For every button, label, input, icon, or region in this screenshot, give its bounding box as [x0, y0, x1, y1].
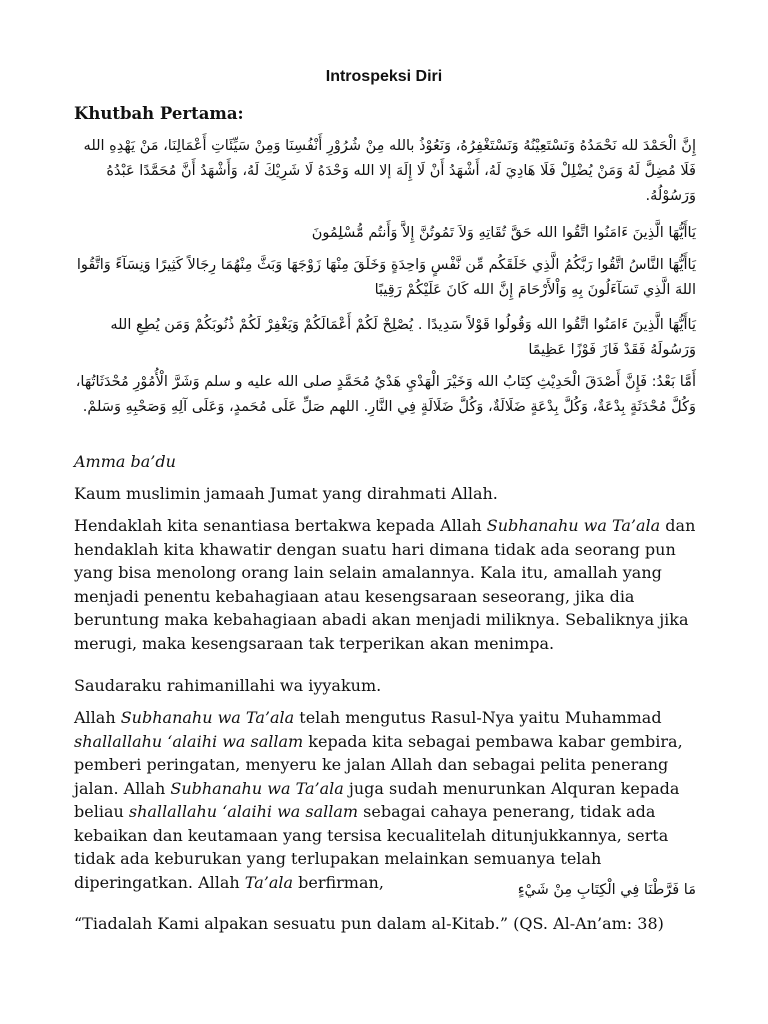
document-title: Introspeksi Diri: [325, 68, 443, 85]
paragraph-italic: Ta’ala: [244, 872, 294, 892]
paragraph-italic: Subhanahu wa Ta’ala: [120, 708, 295, 727]
arabic-amma-badu: أَمَّا بَعْدُ: فَإِنَّ أَصْدَقَ الْحَدِيْثِ كِتَابُ الله وَخَيْرَ الْهَدْيِ هَدْيُ مُحَمَّدٍ صلى الله عليه و سلم وَشَرَّ الْأُمُوْرِ مُحْدَثَاتُهَا، وَكُلَّ مُحْدَثَةٍ بِدْعَةٌ، وَكُلَّ بِدْعَةٍ ضَلَالَةٌ، وَكُلَّ ضَلَالَةٍ فِي النَّارِ. اللهم صَلِّ عَلَى مُحَمدٍ، وَعَلَى آلِهِ وَصَحْبِهِ وَسَلمْ.: [75, 374, 696, 415]
paragraph-taqwa: [74, 514, 696, 655]
greeting-paragraph: Kaum muslimin jamaah Jumat yang dirahmati Allah.: [74, 484, 498, 503]
paragraph-rasul: [74, 706, 696, 894]
paragraph-text: kepada kita sebagai pembawa kabar gembira, pemberi peringatan, menyeru ke jalan Allah dan sebagai pelita penerang jalan. Allah: [74, 731, 683, 798]
paragraph-text: sebagai cahaya penerang, tidak ada kebaikan dan keutamaan yang tersisa kecualitelah ditunjukkannya, serta tidak ada keburukan yang terlupakan melainkan semuanya telah diperingatkan. Allah: [74, 802, 669, 892]
paragraph-italic: shallallahu ‘alaihi wa sallam: [128, 802, 359, 821]
quote-translation: “Tiadalah Kami alpakan sesuatu pun dalam al-Kitab.” (QS. Al-An’am: 38): [74, 914, 664, 933]
amma-badu-latin: Amma ba’du: [74, 452, 176, 471]
paragraph-text: Hendaklah kita senantiasa bertakwa kepada Allah: [74, 516, 487, 535]
arabic-ayah-al-ahzab: يَاأَيُّهَا الَّذِينَ ءَامَنُوا اتَّقُوا الله وَقُولُوا قَوْلاً سَدِيدًا . يُصْلِحْ لَكُمْ أَعْمَالَكُمْ وَيَغْفِرْ لَكُمْ ذُنُوبَكُمْ وَمَن يُطِعِ الله وَرَسُولَهُ فَقَدْ فَازَ فَوْزًا عَظِيمًا: [110, 317, 696, 358]
paragraph-italic: Subhanahu wa Ta’ala: [170, 778, 344, 798]
arabic-ayah-an-nisa: يَاأَيُّهَا النَّاسُ اتَّقُوا رَبَّكُمُ الَّذِي خَلَقَكُم مِّن نَّفْسٍ وَاحِدَةٍ وَخَلَقَ مِنْهَا زَوْجَهَا وَبَثَّ مِنْهُمَا رِجَالاً كَثِيرًا وَنِسَآءً وَاتَّقُوا اللهَ الَّذِي تَسَآءَلُونَ بِهِ وَاْلأَرْحَامَ إِنَّ الله كَانَ عَلَيْكُمْ رَقِيبًا: [76, 257, 696, 298]
paragraph-text: dan hendaklah kita khawatir dengan suatu hari dimana tidak ada seorang pun yang bisa menolong orang lain selain amalannya. Kala itu, amallah yang menjadi penentu kebahagiaan atau kesengsaraan seseorang, jika dia beruntung maka kebahagiaan abadi akan menjadi miliknya. Sebaliknya jika merugi, maka kesengsaraan tak terperikan akan menimpa.: [74, 516, 696, 653]
arabic-opening-praise: إِنَّ الْحَمْدَ لله نَحْمَدُهُ وَنَسْتَعِيْنُهُ وَنَسْتَغْفِرُهُ، وَنَعُوْذُ بالله مِنْ شُرُوْرِ أَنْفُسِنَا وَمِنْ سَيِّئَاتِ أَعْمَالِنَا، مَنْ يَهْدِهِ الله فَلَا مُضِلَّ لَهُ وَمَنْ يُضْلِلْ فَلَا هَادِيَ لَهُ، أَشْهَدُ أَنْ لَا إِلَهَ إلا الله وَحْدَهُ لَا شَرِيْكَ لَهُ، وَأَشْهَدُ أَنَّ مُحَمَّدًا عَبْدُهُ وَرَسُوْلُهُ.: [83, 138, 696, 204]
section-heading: Khutbah Pertama:: [74, 104, 244, 123]
paragraph-italic: Subhanahu wa Ta’ala: [486, 516, 661, 535]
arabic-ayah-ali-imran: يَاأَيُّهَا الَّذِينَ ءَامَنُوا اتَّقُوا الله حَقَّ تُقَاتِهِ وَلاَ تَمُوتُنَّ إِلاَّ وَأَنتُم مُّسْلِمُونَ: [311, 225, 696, 241]
paragraph-italic: shallallahu ‘alaihi wa sallam: [74, 731, 304, 751]
paragraph-text: telah mengutus Rasul-Nya yaitu Muhammad: [294, 708, 662, 727]
paragraph-saudaraku: Saudaraku rahimanillahi wa iyyakum.: [74, 676, 382, 695]
paragraph-text: berfirman,: [293, 872, 384, 892]
arabic-quote-al-anam: مَا فَرَّطْنَا فِي الْكِتَابِ مِنْ شَيْءٍ: [517, 882, 696, 898]
paragraph-text: juga sudah menurunkan Alquran kepada beliau: [74, 778, 680, 821]
paragraph-text: Allah: [74, 708, 121, 727]
